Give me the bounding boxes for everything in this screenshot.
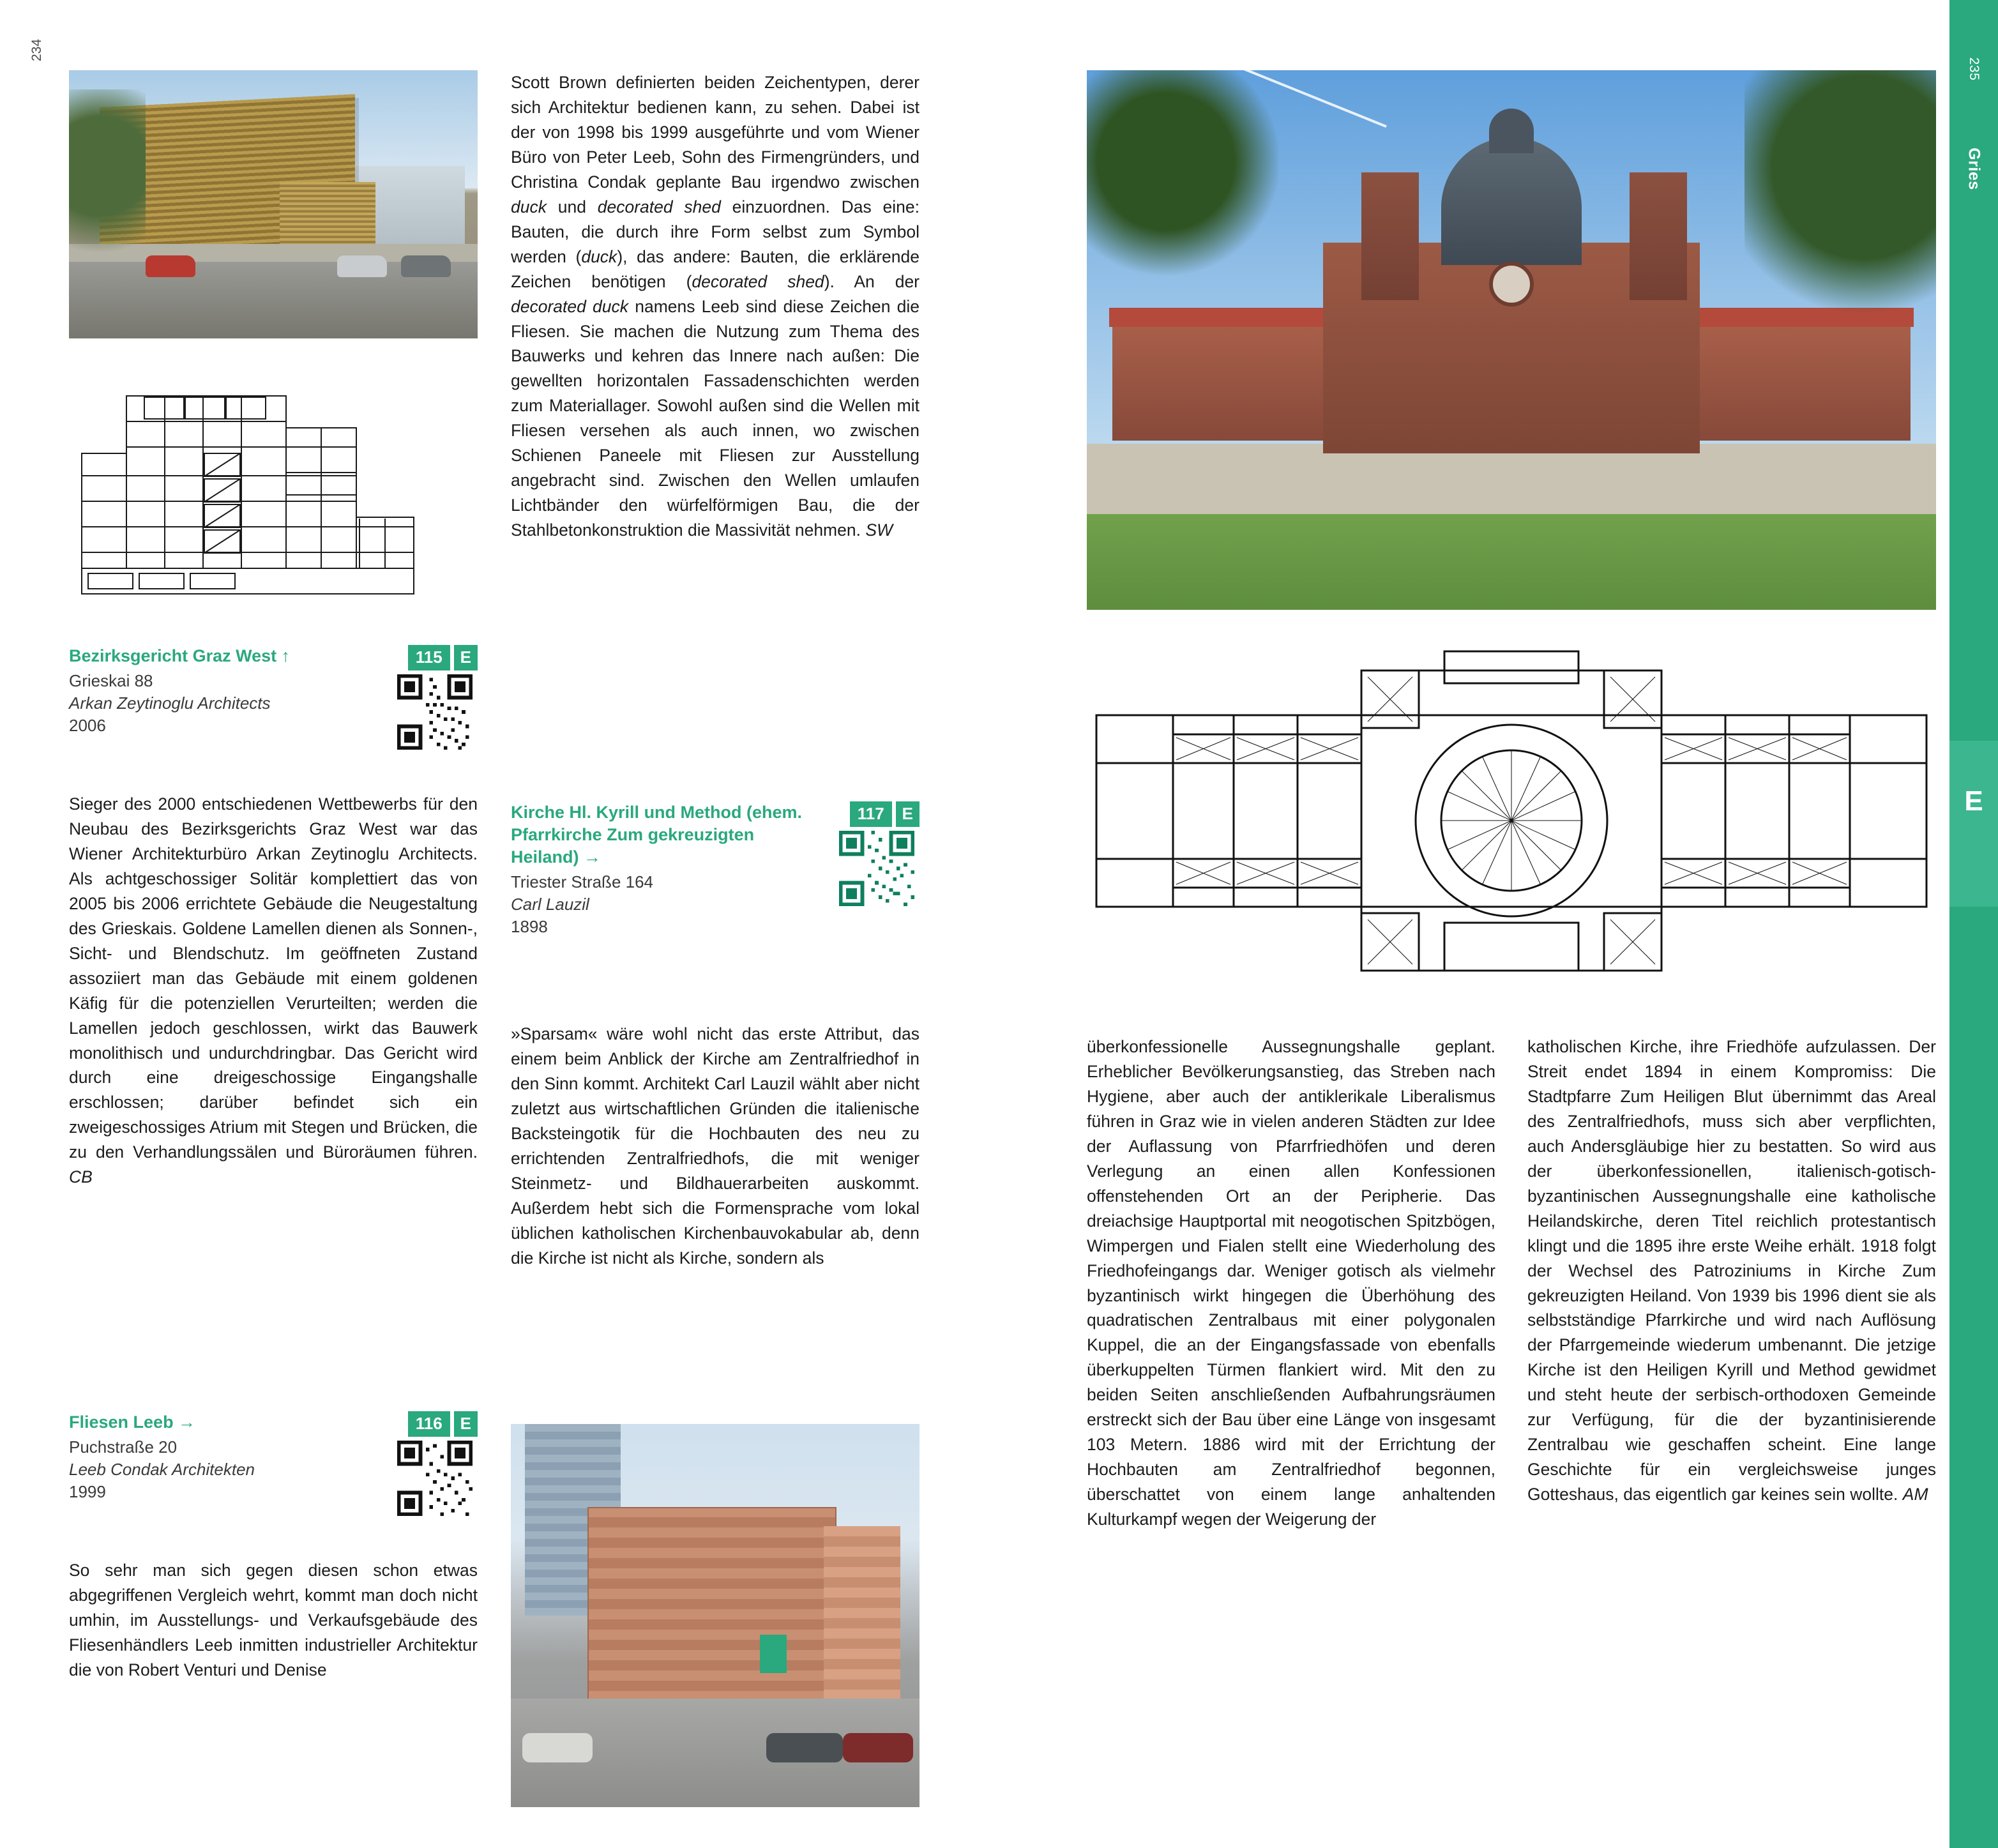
entry-address: Puchstraße 20 — [69, 1437, 178, 1457]
entry-number-badge: 115 — [408, 645, 450, 670]
entry-number-badge: 116 — [408, 1411, 450, 1437]
section-drawing — [69, 358, 478, 613]
entry-title: Bezirksgericht Graz West ↑ — [69, 646, 291, 665]
qr-code[interactable] — [839, 831, 914, 906]
edge-tab-letter: E — [1964, 785, 1983, 817]
fliesen-leeb-photo — [511, 1424, 920, 1807]
folio-right: 235 — [1967, 57, 1981, 81]
entry-architect: Leeb Condak Architekten — [69, 1460, 255, 1480]
paragraph: Scott Brown definierten beiden Zeichentypen, derer sich Architektur bedienen kann, zu sehen. Dabei ist der von 1998 bis 1999 ausgeführte und vom Wiener Büro von Peter Leeb, Sohn des Firmengründers, und Christina Condak geplante Bau irgendwo zwischen duck und decorated shed einzuordnen. Das eine: Bauten, die durch ihre Form selbst zum Symbol werden (duck), das andere: Bauten, die erklärende Zeichen benötigen (decorated shed). An der decorated duck namens Leeb sind diese Zeichen die Fliesen. Sie machen die Nutzung zum Thema des Bauwerks und kehren das Innere nach außen: Die gewellten horizontalen Fassadenschichten werden zum Materiallager. Sowohl außen sind die Wellen mit Fliesen versehen als auch innen, wo zwischen Schienen Paneele mit Fliesen zur Ausstellung angebracht sind. Zwischen den Wellen umlaufen Lichtbänder den würfelförmigen Bau, die der Stahlbetonkonstruktion die Massivität nehmen. SW — [511, 73, 920, 540]
church-photo — [1087, 70, 1936, 610]
paragraph: »Sparsam« wäre wohl nicht das erste Attribut, das einem beim Anblick der Kirche am Zentralfriedhof in den Sinn kommt. Architekt Carl Lauzil wählt aber nicht zuletzt aus wirtschaftlichen Gründen die italienische Backsteingotik für die Hochbauten des neu zu errichtenden Zentralfriedhofs, die mit weniger Steinmetz- und Bildhauerarbeiten auskommt. Außerdem hebt sich die Formensprache vom lokal üblichen katholischen Kirchenbauvokabular ab, denn die Kirche ist nicht als Kirche, sondern als — [511, 1024, 920, 1268]
entry-badges — [408, 645, 478, 670]
entry-115-body — [69, 792, 478, 1190]
paragraph: So sehr man sich gegen diesen schon etwas abgegriffenen Vergleich wehrt, kommt man doch nicht umhin, im Ausstellungs- und Verkaufsgebäude des Fliesenhändlers Leeb inmitten industrieller Architektur die von Robert Venturi und Denise — [69, 1561, 478, 1679]
entry-badges — [408, 1411, 478, 1437]
entry-year: 1999 — [69, 1482, 106, 1502]
entry-year: 1898 — [511, 917, 548, 937]
italic-decorated-duck: decorated duck — [511, 296, 629, 316]
paragraph: Sieger des 2000 entschiedenen Wettbewerbs für den Neubau des Bezirksgerichts Graz West war das Wiener Architekturbüro Arkan Zeytinoglu Architects. Als achtgeschossiger Solitär komplettiert das von 2005 bis 2006 errichtete Gebäude die Neugestaltung des Grieskais. Goldene Lamellen dienen als Sonnen-, Sicht- und Blendschutz. Im geöffneten Zustand assoziiert man das Gebäude mit einem goldenen Käfig für die potenziellen Verurteilten; werden die Lamellen jedoch geschlossen, wirkt das Bauwerk monolithisch und undurchdringbar. Das Gericht wird durch eine dreigeschossige Eingangshalle erschlossen; darüber befindet sich ein zweigeschossiges Atrium mit Stegen und Brücken, die zu den Verhandlungssälen und Büroräumen führen. CB — [69, 794, 478, 1187]
entry-115-header — [69, 645, 478, 737]
entry-117-header — [511, 801, 920, 939]
page-edge-bar — [1949, 0, 1998, 1848]
entry-architect: Carl Lauzil — [511, 895, 589, 914]
folio-left: 234 — [29, 38, 44, 61]
entry-number-badge: 117 — [850, 801, 892, 827]
paragraph: katholischen Kirche, ihre Friedhöfe aufzulassen. Der Streit endet 1894 in einem Kompromiss: Die Stadtpfarre Zum Heiligen Blut übernimmt das Areal des Zentralfriedhofs, muss sich aber verpflichten, auch Andersgläubige hier zu bestatten. So wird aus der überkonfessionellen, italienisch-gotisch-byzantinischen Aussegnungshalle eine katholische Heilandskirche, deren Titel reichlich protestantisch klingt und die 1895 ihre erste Weihe erhält. 1918 folgt der Wechsel des Patroziniums in Kirche Zum gekreuzigten Heiland. Von 1939 bis 1996 dient sie als selbstständige Pfarrkirche und wird nach Auflösung der Pfarrgemeinde wiederum umbenannt. Die jetzige Kirche ist den Heiligen Kyrill und Method gewidmet und steht heute der serbisch-orthodoxen Gemeinde zur Verfügung, für die der byzantinisierende Zentralbau wie geschaffen scheint. Eine lange Geschichte für ein vergleichsweise junges Gotteshaus, das eigentlich gar keines sein wollte. AM — [1527, 1037, 1936, 1504]
entry-architect: Arkan Zeytinoglu Architects — [69, 693, 271, 713]
italic-duck: duck — [511, 197, 547, 216]
paragraph: überkonfessionelle Aussegnungshalle geplant. Erheblicher Bevölkerungsanstieg, das Streben nach Hygiene, aber auch der antiklerikale Liberalismus führen in Graz wie in vielen anderen Städten zur Idee der Auflassung von Pfarrfriedhöfen und deren Verlegung an einen allen Konfessionen offenstehenden Ort an der Peripherie. Das dreiachsige Hauptportal mit neogotischen Spitzbögen, Wimpergen und Fialen stellt eine Wiederholung des Friedhofeingangs dar. Weniger gotisch als vielmehr byzantinisch wirkt hingegen die Überhöhung des quadratischen Zentralbaus mit einer polygonalen Kuppel, die an der Eingangsfassade von ebenfalls überkuppelten Türmen flankiert wird. Mit den zu beiden Seiten anschließenden Aufbahrungsräumen erstreckt sich der Bau über eine Länge von insgesamt 103 Metern. 1886 wird mit der Errichtung der Hochbauten am Zentralfriedhof begonnen, überschattet von einem lange anhaltenden Kulturkampf wegen der Weigerung der — [1087, 1037, 1495, 1529]
italic-duck-2: duck — [581, 246, 617, 266]
entry-117-body-col4 — [1527, 1034, 1936, 1507]
entry-address: Triester Straße 164 — [511, 872, 654, 892]
edge-letter-tab[interactable] — [1949, 741, 1998, 907]
italic-decorated-shed: decorated shed — [597, 197, 721, 216]
courthouse-photo — [69, 70, 478, 338]
entry-letter-badge: E — [896, 801, 920, 827]
qr-code[interactable] — [397, 1441, 473, 1516]
edge-place-label: Gries — [1965, 148, 1983, 190]
church-plan-drawing — [1087, 632, 1936, 1009]
entry-116-body-part1 — [69, 1558, 478, 1683]
entry-badges — [850, 801, 920, 827]
italic-decorated-shed-2: decorated shed — [692, 271, 824, 291]
qr-code[interactable] — [397, 674, 473, 750]
entry-title: Kirche Hl. Kyrill und Method (ehem. Pfarrkirche Zum gekreuzigten Heiland) → — [511, 803, 803, 867]
entry-letter-badge: E — [454, 645, 478, 670]
entry-year: 2006 — [69, 716, 106, 736]
entry-address: Grieskai 88 — [69, 671, 153, 691]
entry-116-body-part2 — [511, 70, 920, 543]
entry-letter-badge: E — [454, 1411, 478, 1437]
entry-117-body-col2 — [511, 1022, 920, 1271]
entry-117-body-col3 — [1087, 1034, 1495, 1532]
entry-title: Fliesen Leeb → — [69, 1413, 196, 1432]
entry-116-header — [69, 1411, 478, 1503]
